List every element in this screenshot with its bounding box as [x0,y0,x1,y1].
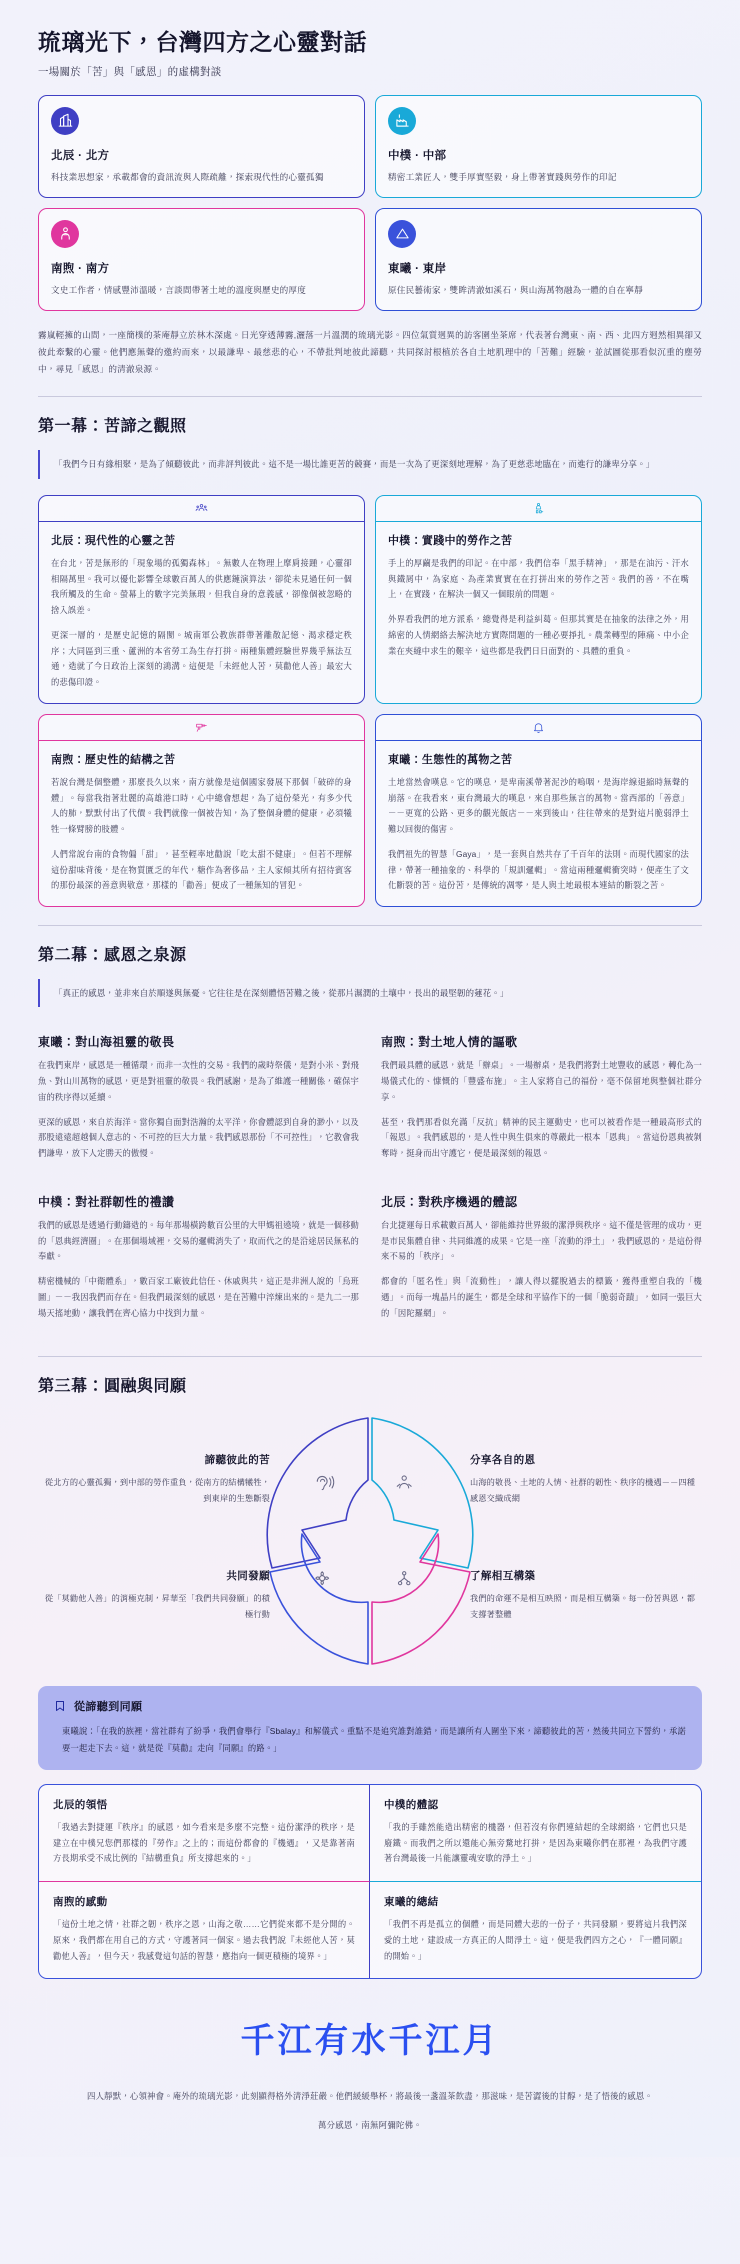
insight-cell-north [39,1785,370,1882]
act2-block-paragraph: 甚至，我們那看似充滿「反抗」精神的民主運動史，也可以被看作是一種最高形式的「報恩」。我們感恩的，是人性中與生俱來的尊嚴此一根本「恩典」。當這份恩典被剝奪時，挺身而出守護它，便是最深刻的報恩。 [381,1116,702,1159]
insight-title: 東曦的總結 [384,1896,439,1908]
act3-quadrant-top-right [470,1452,702,1505]
act3-quadrant-title: 分享各自的恩 [470,1454,536,1467]
callout-title: 從諦聽到同願 [74,1701,143,1714]
finale-headline: 千江有水千江月 [240,2022,500,2061]
act3-title: 第三幕：圓融與同願 [38,1378,187,1396]
insight-cell-east [370,1882,701,1978]
persona-name: 中樸 · 中部 [388,149,447,162]
act1-card-east[interactable] [375,714,702,907]
blessing-text: 萬分感恩，南無阿彌陀佛。 [317,2120,423,2131]
act1-card-paragraph: 我們祖先的智慧「Gaya」，是一套與自然共存了千百年的法則。而現代國家的法律，帶著一種抽象的、科學的「規訓邏輯」。當這兩種邏輯衝突時，便產生了文化斷裂的苦。這份苦，是傳統的凋零，是人與土地最根本連結的斷裂之苦。 [388,848,689,891]
act3-callout [38,1686,702,1769]
act2-block-paragraph: 在我們東岸，感恩是一種循環，而非一次性的交易。我們的歲時祭儀，是對小米、對飛魚、對山川萬物的感恩，更是對祖靈的敬畏。我們感謝，是為了維護一種關係，確保宇宙的秩序得以延續。 [38,1060,359,1102]
four-quadrant-ring-graphic [250,1410,490,1672]
insight-body: 「我的手雖然能造出精密的機器，但若沒有你們連結起的全球網絡，它們也只是廢鐵。而我們之所以還能心無旁騖地打拼，是因為東曦你們在那裡，為我們守護著台灣最後一片能讓靈魂安歇的淨土。」 [384,1821,687,1864]
act2-block-paragraph: 我們的感恩是透過行動鑄造的。每年那場橫跨數百公里的大甲媽祖遶境，就是一個移動的「恩典經濟圈」。在那個場域裡，交易的邏輯消失了，取而代之的是沿途居民無私的奉獻。 [38,1219,359,1262]
scholar-person-icon [51,220,79,248]
act1-card-paragraph: 手上的厚繭是我們的印記。在中部，我們信奉「黑手精神」，那是在油污、汗水與鐵屑中，為家庭、為產業實實在在打拼出來的勞作之苦。我們的善，不在嘴上，在實踐，在解決一個又一個眼前的問題。 [388,557,689,600]
act1-card-title: 東曦：生態性的萬物之苦 [388,753,513,766]
act1-card-title: 中樸：實踐中的勞作之苦 [388,534,513,547]
lonely-crowd-icon [39,496,364,522]
act2-block-paragraph: 台北捷運每日承載數百萬人，卻能維持世界級的潔淨與秩序。這不僅是管理的成功，更是市民集體自律、共同維護的成果。它是一座「流動的淨土」，我們感恩的，是這份得來不易的「秩序」。 [381,1219,702,1262]
persona-description: 文史工作者，情感豐沛溫暖，言談間帶著土地的溫度與歷史的厚度 [51,284,307,295]
insight-title: 北辰的領悟 [53,1798,108,1811]
act1-quote [38,450,702,478]
note-bookmark-icon [54,1700,66,1712]
factory-icon [388,107,416,135]
act3-quadrant-title: 共同發願 [226,1570,270,1583]
act1-card-paragraph: 在台北，苦是無形的「現象場的孤獨森林」。無數人在物理上摩肩接踵，心靈卻相隔萬里。我可以優化影響全球數百萬人的供應鏈演算法，卻從未見過任何一個我所觸及的生命。螢幕上的數字完美無瑕，但我自身的意義感，卻像個被忽略的捨入誤差。 [51,557,352,616]
closing-paragraph: 四人靜默，心領神會。庵外的琉璃光影，此刻顯得格外清淨莊嚴。他們緩緩舉杯，將最後一盞溫茶飲盡，那滋味，是苦澀後的甘醇，是了悟後的感恩。 [87,2091,653,2102]
persona-card-east[interactable] [375,208,702,311]
act1-card-grid [38,495,702,907]
section-divider-3 [38,1356,702,1357]
callout-body: 東曦說：「在我的族裡，當社群有了紛爭，我們會舉行『Sbalay』和解儀式。重點不是追究誰對誰錯，而是讓所有人圍坐下來，諦聽彼此的苦，然後共同立下誓約，承諾要一起走下去。這，就是從『莫勸』走向『同願』的路。」 [62,1726,686,1753]
act1-quote-text: 「我們今日有緣相聚，是為了傾聽彼此，而非評判彼此。這不是一場比誰更苦的競賽，而是一次為了更深刻地理解，為了更慈悲地臨在，而進行的謙卑分享。」 [54,459,655,470]
act1-card-paragraph: 人們常說台南的食物偏「甜」，甚至輕率地勸說「吃太甜不健康」。但若不理解這份甜味背後，是在物質匱乏的年代，糖作為奢侈品，主人家傾其所有招待賓客的那份最深的善意與敬意，那樣的「勸善」便成了一種無知的冒犯。 [51,848,352,891]
persona-description: 科技業思想家，承載都會的資訊流與人際疏離，探索現代性的心靈孤獨 [51,171,324,182]
act2-block-paragraph: 都會的「匿名性」與「流動性」，讓人得以擺脫過去的標籤，獲得重塑自我的「機遇」。而每一塊晶片的誕生，都是全球和平協作下的一個「脆弱奇蹟」，如同一張巨大的「因陀羅網」。 [381,1276,702,1318]
bell-icon [376,715,701,741]
act3-quadrant-description: 從「莫勸他人善」的消極克制，昇華至「我們共同發願」的積極行動 [44,1594,270,1619]
act3-quadrant-bottom-right [470,1568,702,1621]
act3-quadrant-description: 山海的敬畏、土地的人情、社群的韌性、秩序的機遇－－四種感恩交織成網 [470,1478,696,1503]
act1-card-title: 南煦：歷史性的結構之苦 [51,753,176,766]
persona-name: 東曦 · 東岸 [388,262,447,275]
page-subtitle: 一場關於「苦」與「感恩」的虛構對談 [38,65,222,78]
act2-block-grid [38,1023,702,1338]
worker-machine-icon [376,496,701,522]
drill-tool-icon [39,715,364,741]
act2-block-east [38,1023,359,1179]
network-node-icon [398,1572,409,1585]
act1-card-north[interactable] [38,495,365,704]
listening-ear-icon [317,1477,333,1490]
persona-description: 精密工業匠人，雙手厚實堅毅，身上帶著實踐與勞作的印記 [388,171,617,182]
section-divider-2 [38,925,702,926]
act3-quadrant-title: 了解相互構築 [470,1570,536,1583]
act2-block-paragraph: 精密機械的「中衛體系」，數百家工廠彼此信任、休戚與共，這正是非洲人說的「烏班圖」－－我因我們而存在。但我們最深刻的感恩，是在苦難中淬煉出來的。是九二一那場天搖地動，讓我們在齊心協力中找到力量。 [38,1276,359,1318]
act2-block-title: 北辰：對秩序機遇的體認 [381,1194,518,1209]
act3-quadrant-title: 諦聽彼此的苦 [204,1454,270,1467]
act2-block-south [381,1023,702,1179]
section-divider-1 [38,396,702,397]
act3-circular-diagram [38,1410,702,1672]
act1-card-paragraph: 外界看我們的地方派系，總覺得是利益糾葛。但那其實是在抽象的法律之外，用綿密的人情網絡去解決地方實際問題的一種必要掙扎。農業轉型的陣痛、中小企業在夾縫中求生的艱辛，這些都是我們日日面對的、具體的重負。 [388,614,689,656]
act2-block-title: 南煦：對土地人情的謳歌 [381,1035,518,1050]
act3-quadrant-bottom-left [38,1568,270,1621]
persona-description: 原住民藝術家，雙眸清澈如溪石，與山海萬物融為一體的自在寧靜 [388,284,644,295]
intro-paragraph: 霧嵐輕擁的山間，一座簡樸的茶庵靜立於林木深處。日光穿透薄霧,灑落一片溫潤的琉璃光影。四位氣質迥異的訪客圍坐茶席，代表著台灣東、南、西、北四方迥然相異卻又彼此牽繫的心靈。他們應無聲的邀約而來，以最謙卑、最慈悲的心，不帶批判地彼此諦聽，共同探討根植於各自土地肌理中的「苦難」經驗，並試圖從那看似沉重的塵勞中，尋見「感恩」的清澈泉源。 [38,329,702,375]
act1-title: 第一幕：苦諦之觀照 [38,418,187,436]
act2-block-paragraph: 我們最具體的感恩，就是「辦桌」。一場辦桌，是我們將對土地豐收的感恩，轉化為一場儀式化的、慷慨的「豐盛布施」。主人家將自己的福份，毫不保留地與整個社群分享。 [381,1060,702,1102]
act1-card-title: 北辰：現代性的心靈之苦 [51,534,176,547]
act2-block-title: 中樸：對社群韌性的禮讚 [38,1194,175,1209]
act3-quadrant-description: 從北方的心靈孤獨，到中部的勞作重負，從南方的結構犧牲，到東岸的生態斷裂 [44,1478,270,1503]
persona-name: 南煦 · 南方 [51,262,110,275]
act1-card-paragraph: 土地當然會嘆息。它的嘆息，是卑南溪帶著泥沙的嗚咽，是海岸線退縮時無聲的崩落。在我看來，東台灣最大的嘆息，來自那些無言的萬物。當西部的「善意」－－更寬的公路、更多的觀光飯店－－來到後山，往往帶來的是對這片脆弱淨土難以回復的傷害。 [388,776,689,835]
persona-card-north[interactable] [38,95,365,198]
insight-cell-south [39,1882,370,1978]
insight-body: 「這份土地之情，社群之韌，秩序之恩，山海之敬……它們從來都不是分開的。原來，我們都在用自己的方式，守護著同一個家。過去我們說『未經他人苦，莫勸他人善』，但今天，我感覺這句話的智慧，應指向一個更積極的境界。」 [53,1919,355,1961]
act2-block-title: 東曦：對山海祖靈的敬畏 [38,1035,175,1050]
page-title: 琉璃光下，台灣四方之心靈對話 [38,29,367,55]
act1-card-central[interactable] [375,495,702,704]
act1-card-paragraph: 更深一層的，是歷史記憶的隔閡。城南軍公教族群帶著離散記憶、渴求穩定秩序；大同區到三重、蘆洲的本省勞工為生存打拼。兩種集體經驗世界幾乎無法互通，造就了今日政治上深刻的鴻溝。這便是「未經他人苦，莫勸他人善」最宏大的悲傷印證。 [51,629,352,688]
sharing-person-icon [397,1476,411,1488]
persona-card-grid [38,95,702,311]
persona-card-central[interactable] [375,95,702,198]
insight-title: 中樸的體認 [384,1798,439,1811]
act3-insight-table [38,1784,702,1980]
mountain-icon [388,220,416,248]
act1-card-paragraph: 若說台灣是個整體，那麼長久以來，南方就像是這個國家發展下那個「破碎的身體」。每當我指著壯麗的高雄港口時，心中總會想起，為了這份榮光，有多少代人的肺，默默付出了代價。我們就像一個被告知，為了整個身體的健康，必須犧牲一條臂膀的肢體。 [51,776,352,835]
insight-body: 「我過去對捷運『秩序』的感恩，如今看來是多麼不完整。這份潔淨的秩序，是建立在中樸兄您們那樣的『勞作』之上的；而這份都會的『機遇』，又是靠著南方長期承受不成比例的『結構重負』所支撐起來的。」 [53,1821,355,1864]
callout-header [54,1698,686,1714]
act2-title: 第二幕：感恩之泉源 [38,947,187,965]
act3-quadrant-top-left [38,1452,270,1505]
insight-body: 「我們不再是孤立的個體，而是同體大悲的一份子，共同發願，要將這片我們深愛的土地，建設成一方真正的人間淨土。這，便是我們四方之心，『一體同願』的開始。」 [384,1919,687,1961]
act2-block-paragraph: 更深的感恩，來自於海洋。當你獨自面對浩瀚的太平洋，你會體認到自身的渺小，以及那股遠遠超越個人意志的、不可控的巨大力量。我們感恩那份「不可控性」，它教會我們謙卑，放下人定勝天的傲慢。 [38,1116,359,1159]
persona-name: 北辰 · 北方 [51,149,110,162]
act2-block-north [381,1183,702,1339]
insight-title: 南煦的感動 [53,1896,108,1908]
act2-quote [38,979,702,1007]
persona-card-south[interactable] [38,208,365,311]
act3-quadrant-description: 我們的命運不是相互映照，而是相互構築。每一份苦與恩，都支撐著整體 [470,1594,696,1619]
insight-cell-central [370,1785,701,1882]
city-building-icon [51,107,79,135]
act1-card-south[interactable] [38,714,365,907]
act2-block-central [38,1183,359,1339]
act2-quote-text: 「真正的感恩，並非來自於順遂與無憂。它往往是在深刻體悟苦難之後，從那片濕潤的土壤中，長出的最堅韌的蓮花。」 [54,988,509,999]
